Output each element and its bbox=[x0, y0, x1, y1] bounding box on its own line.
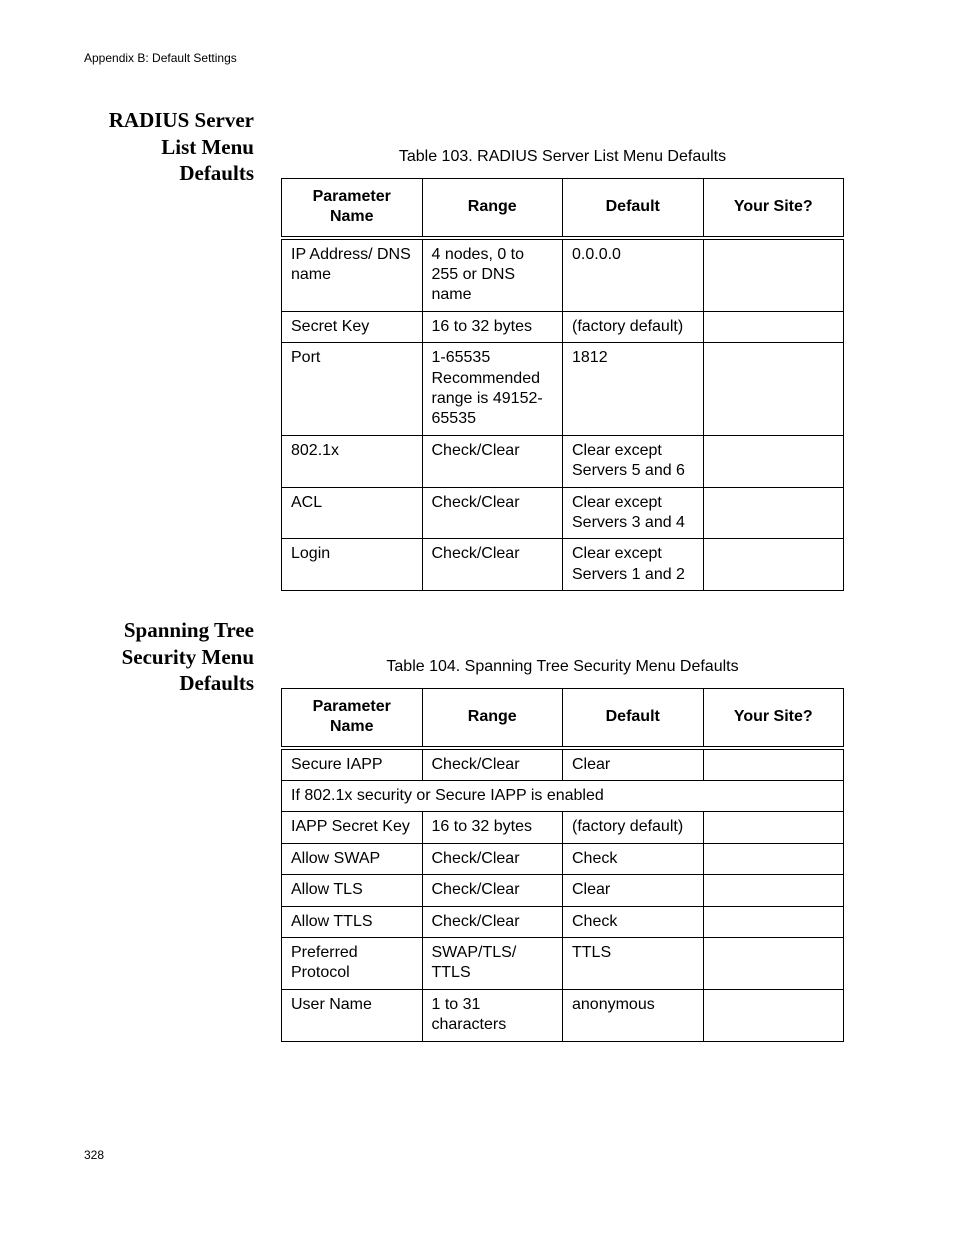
table-row bbox=[282, 812, 844, 843]
cell-range: 16 to 32 bytes bbox=[422, 311, 563, 342]
cell-parameter: 802.1x bbox=[282, 435, 423, 487]
column-header-range: Range bbox=[422, 689, 563, 748]
cell-default: (factory default) bbox=[563, 311, 704, 342]
column-header-default: Default bbox=[563, 179, 704, 238]
cell-range: Check/Clear bbox=[422, 843, 563, 874]
table-row bbox=[282, 487, 844, 539]
cell-your-site bbox=[703, 906, 844, 937]
table-row bbox=[282, 875, 844, 906]
column-header-default: Default bbox=[563, 689, 704, 748]
cell-your-site bbox=[703, 937, 844, 989]
running-header: Appendix B: Default Settings bbox=[84, 51, 237, 65]
heading-line: RADIUS Server bbox=[108, 108, 254, 132]
heading-line: Defaults bbox=[179, 161, 254, 185]
cell-default: (factory default) bbox=[563, 812, 704, 843]
cell-range: SWAP/TLS/ TTLS bbox=[422, 937, 563, 989]
cell-parameter: Allow SWAP bbox=[282, 843, 423, 874]
cell-range: 16 to 32 bytes bbox=[422, 812, 563, 843]
table-caption-103: Table 103. RADIUS Server List Menu Defaults bbox=[398, 148, 727, 165]
cell-your-site bbox=[703, 487, 844, 539]
cell-parameter: Secret Key bbox=[282, 311, 423, 342]
table-row bbox=[282, 748, 844, 781]
cell-parameter: Allow TLS bbox=[282, 875, 423, 906]
spanning-tree-defaults-table bbox=[281, 688, 844, 1042]
heading-line: List Menu bbox=[161, 134, 254, 159]
table-row bbox=[282, 937, 844, 989]
table-row bbox=[282, 843, 844, 874]
cell-parameter: IAPP Secret Key bbox=[282, 812, 423, 843]
column-header-parameter: Parameter Name bbox=[282, 689, 423, 748]
table-row bbox=[282, 906, 844, 937]
table-row bbox=[282, 989, 844, 1041]
column-header-parameter: Parameter Name bbox=[282, 179, 423, 238]
table-header-row bbox=[282, 689, 844, 748]
cell-default: Clear except Servers 5 and 6 bbox=[563, 435, 704, 487]
cell-default: Clear bbox=[563, 748, 704, 781]
span-row-text: If 802.1x security or Secure IAPP is enabled bbox=[282, 780, 844, 811]
cell-parameter: Login bbox=[282, 539, 423, 591]
cell-default: Check bbox=[563, 906, 704, 937]
cell-range: Check/Clear bbox=[422, 906, 563, 937]
column-header-your-site: Your Site? bbox=[703, 689, 844, 748]
radius-server-defaults-table bbox=[281, 178, 844, 591]
cell-your-site bbox=[703, 989, 844, 1041]
cell-range: Check/Clear bbox=[422, 539, 563, 591]
cell-default: 0.0.0.0 bbox=[563, 238, 704, 312]
cell-your-site bbox=[703, 875, 844, 906]
cell-range: 1 to 31 characters bbox=[422, 989, 563, 1041]
cell-range: Check/Clear bbox=[422, 748, 563, 781]
cell-your-site bbox=[703, 435, 844, 487]
cell-your-site bbox=[703, 539, 844, 591]
table-row bbox=[282, 343, 844, 436]
table-row bbox=[282, 238, 844, 312]
column-header-range: Range bbox=[422, 179, 563, 238]
cell-parameter: Secure IAPP bbox=[282, 748, 423, 781]
cell-range: 4 nodes, 0 to 255 or DNS name bbox=[422, 238, 563, 312]
section-heading-spanning-tree bbox=[54, 617, 254, 697]
table-header-row bbox=[282, 179, 844, 238]
cell-default: TTLS bbox=[563, 937, 704, 989]
cell-your-site bbox=[703, 343, 844, 436]
table-row bbox=[282, 539, 844, 591]
cell-range: Check/Clear bbox=[422, 875, 563, 906]
cell-parameter: IP Address/ DNS name bbox=[282, 238, 423, 312]
table-span-row bbox=[282, 780, 844, 811]
cell-default: Clear except Servers 1 and 2 bbox=[563, 539, 704, 591]
cell-parameter: Allow TTLS bbox=[282, 906, 423, 937]
table-row bbox=[282, 435, 844, 487]
column-header-your-site: Your Site? bbox=[703, 179, 844, 238]
cell-default: anonymous bbox=[563, 989, 704, 1041]
table-row bbox=[282, 311, 844, 342]
cell-parameter: Port bbox=[282, 343, 423, 436]
heading-line: Spanning Tree bbox=[123, 618, 254, 642]
section-heading-radius bbox=[54, 107, 254, 187]
cell-default: Clear except Servers 3 and 4 bbox=[563, 487, 704, 539]
cell-parameter: Preferred Protocol bbox=[282, 937, 423, 989]
cell-your-site bbox=[703, 238, 844, 312]
cell-parameter: ACL bbox=[282, 487, 423, 539]
heading-line: Security Menu bbox=[121, 644, 254, 669]
cell-range: Check/Clear bbox=[422, 487, 563, 539]
cell-range: 1-65535 Recommended range is 49152-65535 bbox=[422, 343, 563, 436]
cell-your-site bbox=[703, 748, 844, 781]
cell-default: 1812 bbox=[563, 343, 704, 436]
cell-parameter: User Name bbox=[282, 989, 423, 1041]
cell-range: Check/Clear bbox=[422, 435, 563, 487]
cell-default: Clear bbox=[563, 875, 704, 906]
cell-your-site bbox=[703, 311, 844, 342]
cell-your-site bbox=[703, 843, 844, 874]
cell-your-site bbox=[703, 812, 844, 843]
heading-line: Defaults bbox=[179, 671, 254, 695]
cell-default: Check bbox=[563, 843, 704, 874]
page-number: 328 bbox=[84, 1148, 105, 1162]
table-caption-104: Table 104. Spanning Tree Security Menu Defaults bbox=[386, 658, 739, 675]
